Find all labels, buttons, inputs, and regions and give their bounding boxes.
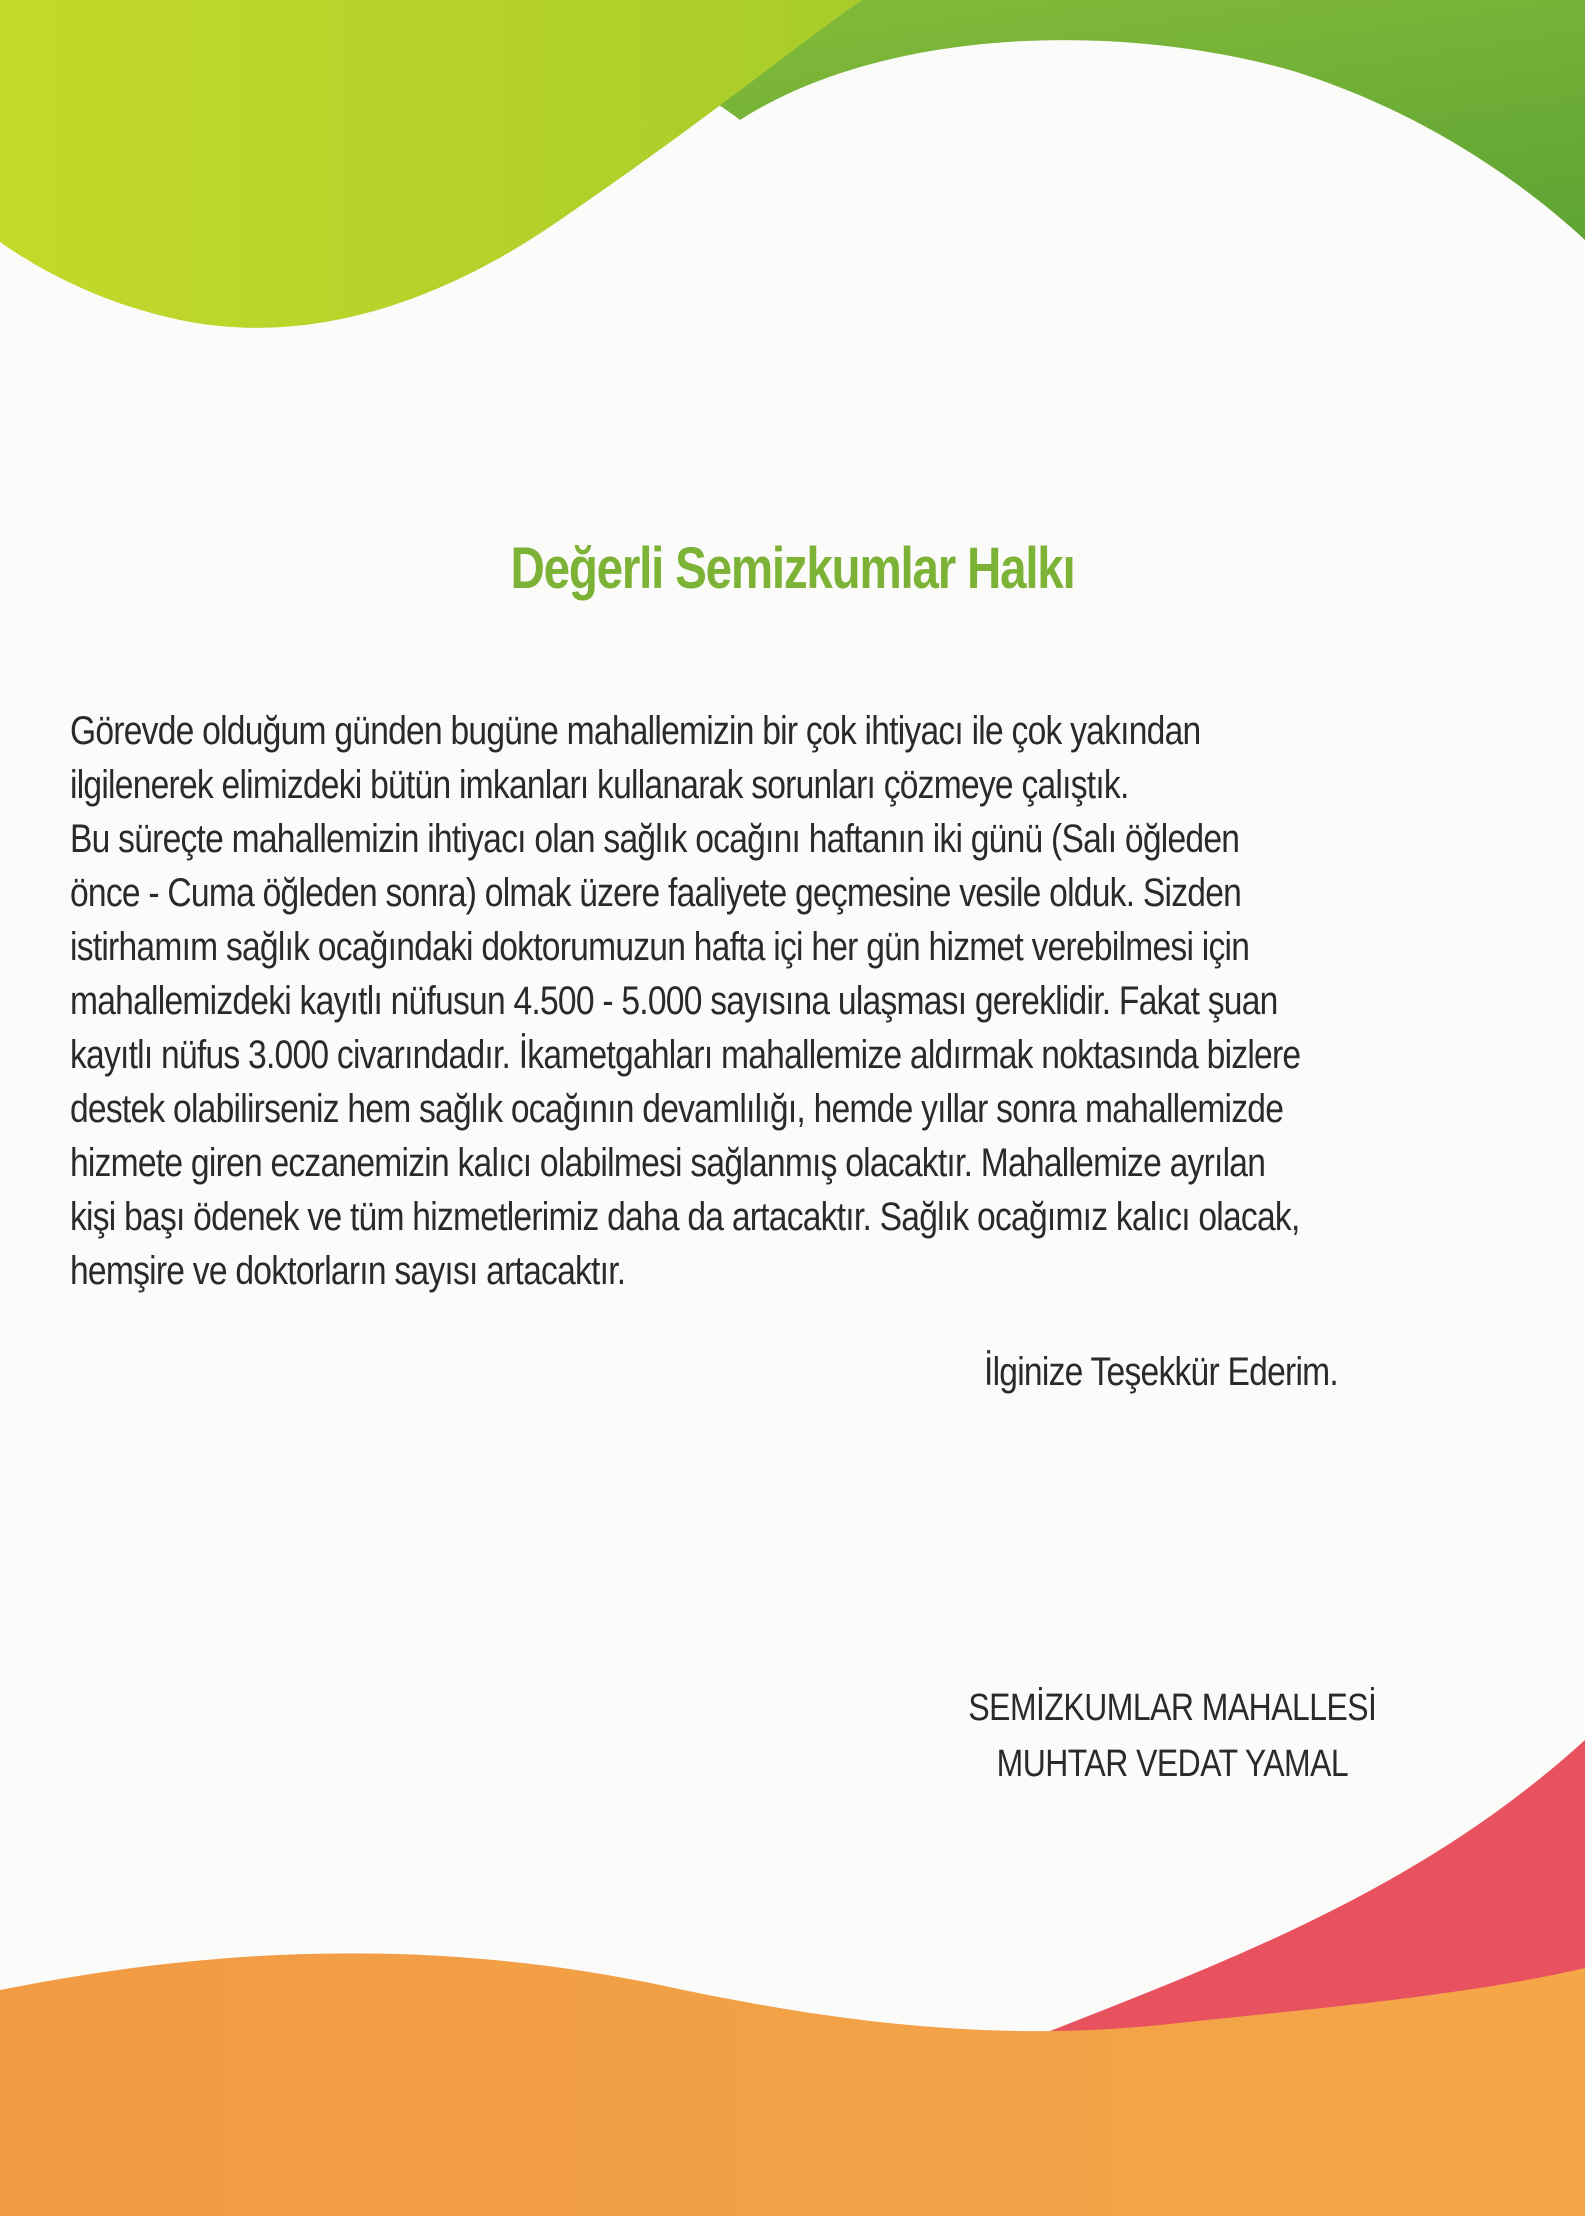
signature-neighborhood: SEMİZKUMLAR MAHALLESİ: [968, 1687, 1377, 1729]
signature-block: [870, 1680, 1475, 1792]
letter-title: Değerli Semizkumlar Halkı: [510, 536, 1075, 601]
letter-body: Görevde olduğum günden bugüne mahallemizin bir çok ihtiyacı ile çok yakından ilgilenerek elimizdeki bütün imkanları kullanarak sorunları çözmeye çalıştık. Bu süreçte mahallemizin ihtiyacı olan sağlık ocağını haftanın iki günü (Salı öğleden önce - Cuma öğleden sonra) olmak üzere faaliyete geçmesine vesile olduk. Sizden istirhamım sağlık ocağındaki doktorumuzun hafta içi her gün hizmet verebilmesi için mahallemizdeki kayıtlı nüfusun 4.500 - 5.000 sayısına ulaşması gereklidir. Fakat şuan kayıtlı nüfus 3.000 civarındadır. İkametgahları mahallemize aldırmak noktasında bizlere destek olabilirseniz hem sağlık ocağının devamlılığı, hemde yıllar sonra mahallemizde hizmete giren eczanemizin kalıcı olabilmesi sağlanmış olacaktır. Mahallemize ayrılan kişi başı ödenek ve tüm hizmetlerimiz daha da artacaktır. Sağlık ocağımız kalıcı olacak, hemşire ve doktorların sayısı artacaktır.: [70, 709, 1301, 1293]
signature-name: MUHTAR VEDAT YAMAL: [996, 1743, 1349, 1785]
top-light-green-wave: [0, 0, 862, 328]
letter-closing: İlginize Teşekkür Ederim.: [984, 1350, 1338, 1394]
